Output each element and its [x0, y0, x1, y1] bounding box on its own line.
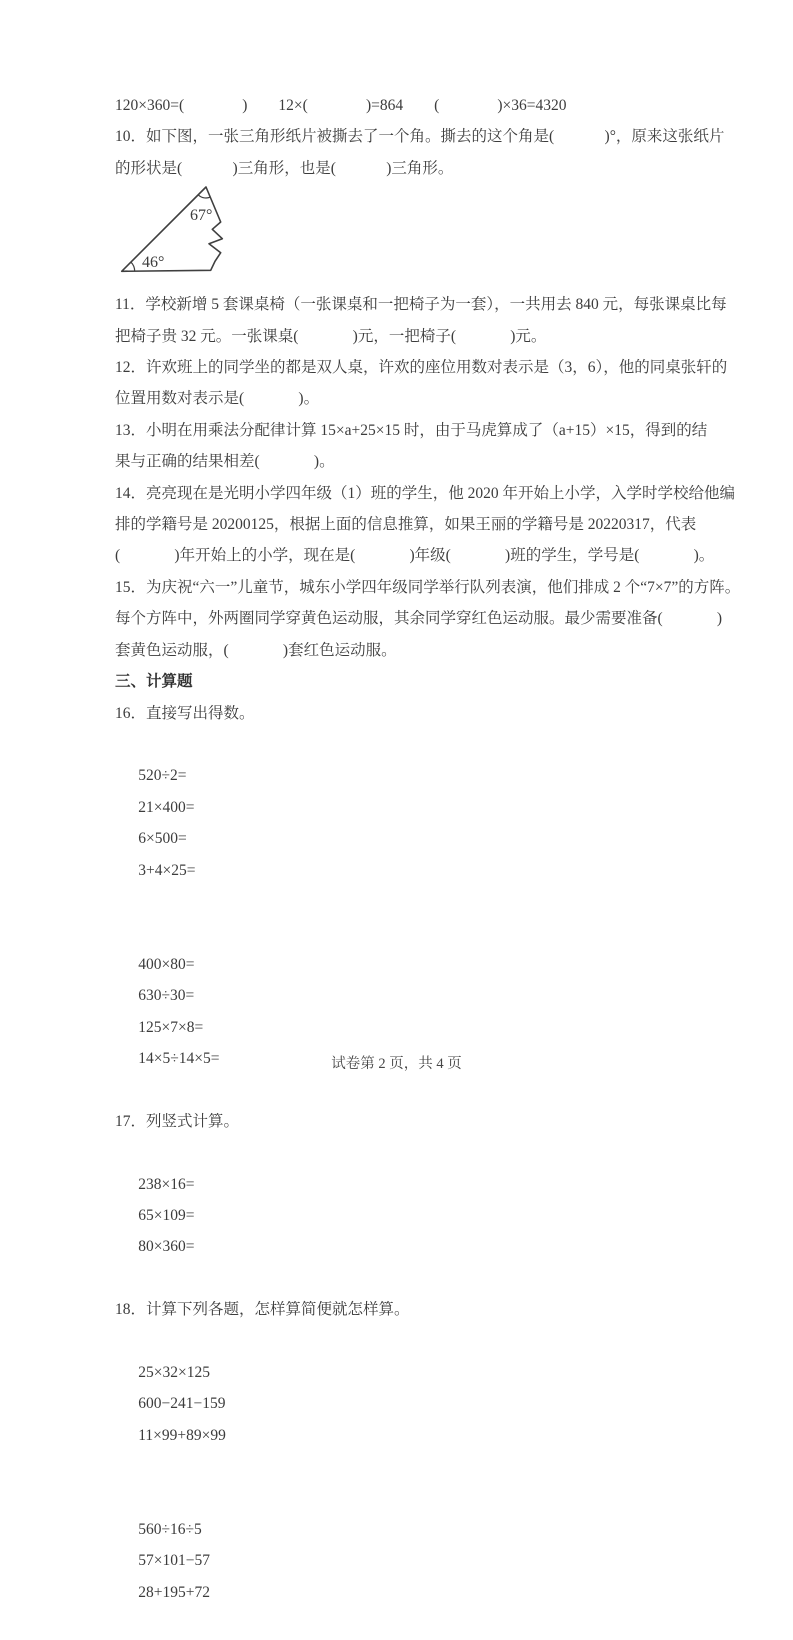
calc-item: 125×7×8= — [138, 1018, 204, 1036]
q11-line-1: 11．学校新增 5 套课桌椅（一张课桌和一把椅子为一套），一共用去 840 元，每张课桌比每 — [115, 296, 727, 314]
q18-title: 18．计算下列各题，怎样算简便就怎样算。 — [115, 1301, 410, 1319]
exam-content — [115, 90, 741, 1640]
q15-line-2: 每个方阵中，外两圈同学穿黄色运动服，其余同学穿红色运动服。最少需要准备( ) — [115, 610, 723, 628]
q15-line-1: 15．为庆祝“六一”儿童节，城东小学四年级同学举行队列表演，他们排成 2 个“7×7”的方阵。 — [115, 578, 741, 596]
q15-line-3: 套黄色运动服，( )套红色运动服。 — [115, 641, 397, 659]
q16-row-2 — [115, 917, 700, 1105]
top-angle-arc — [198, 195, 210, 198]
q14-line-3: ( )年开始上的小学，现在是( )年级( )班的学生，学号是( )。 — [115, 547, 715, 565]
calc-item: 80×360= — [138, 1238, 195, 1256]
q17-title: 17．列竖式计算。 — [115, 1112, 240, 1130]
torn-triangle-svg — [115, 184, 355, 276]
calc-item: 25×32×125 — [138, 1364, 210, 1382]
calc-item: 65×109= — [138, 1207, 195, 1224]
q10-line-2: 的形状是( )三角形，也是( )三角形。 — [115, 159, 454, 177]
figure-left-angle-label: 46° — [142, 254, 165, 272]
q14-line-2: 排的学籍号是 20200125，根据上面的信息推算，如果王丽的学籍号是 20220317，代表 — [115, 516, 697, 534]
calc-item: 57×101−57 — [138, 1552, 210, 1570]
q14-line-1: 14．亮亮现在是光明小学四年级（1）班的学生，他 2020 年开始上小学，入学时学校给他编 — [115, 484, 736, 502]
figure-top-angle-label: 67° — [190, 207, 213, 225]
calc-item: 400×80= — [138, 955, 195, 973]
calc-item: 28+195+72 — [138, 1583, 210, 1601]
left-angle-arc — [131, 262, 135, 271]
calc-item: 11×99+89×99 — [138, 1426, 226, 1444]
q16-title: 16．直接写出得数。 — [115, 704, 255, 722]
calc-item: 3+4×25= — [138, 861, 196, 879]
q13-line-1: 13．小明在用乘法分配律计算 15×a+25×15 时，由于马虎算成了（a+15）×15，得到的结 — [115, 421, 708, 439]
q18-row-1 — [115, 1326, 700, 1483]
calc-item: 238×16= — [138, 1175, 195, 1193]
page-footer: 试卷第 2 页，共 4 页 — [331, 1056, 462, 1072]
q12-line-1: 12．许欢班上的同学坐的都是双人桌，许欢的座位用数对表示是（3，6），他的同桌张轩的 — [115, 359, 728, 377]
calc-item: 14×5÷14×5= — [138, 1049, 220, 1067]
q09-blanks-line: 120×360=( ) 12×( )=864 ( )×36=4320 — [115, 97, 567, 114]
q11-line-2: 把椅子贵 32 元。一张课桌( )元，一把椅子( )元。 — [115, 327, 547, 345]
calc-item: 6×500= — [138, 830, 187, 848]
q16-row-1 — [115, 729, 700, 917]
q10-line-1: 10．如下图，一张三角形纸片被撕去了一个角。撕去的这个角是( )°，原来这张纸片 — [115, 128, 725, 146]
section-3-title: 三、计算题 — [115, 673, 193, 691]
torn-triangle-figure — [115, 184, 700, 276]
calc-item: 630÷30= — [138, 987, 195, 1005]
q17-row — [115, 1137, 700, 1294]
calc-item: 600−241−159 — [138, 1395, 226, 1413]
torn-triangle-outline — [122, 187, 223, 271]
q13-line-2: 果与正确的结果相差( )。 — [115, 453, 335, 471]
q12-line-2: 位置用数对表示是( )。 — [115, 390, 320, 408]
calc-item: 21×400= — [138, 798, 195, 816]
calc-item: 520÷2= — [138, 767, 187, 785]
q18-row-2 — [115, 1483, 700, 1640]
calc-item: 560÷16÷5 — [138, 1521, 202, 1539]
